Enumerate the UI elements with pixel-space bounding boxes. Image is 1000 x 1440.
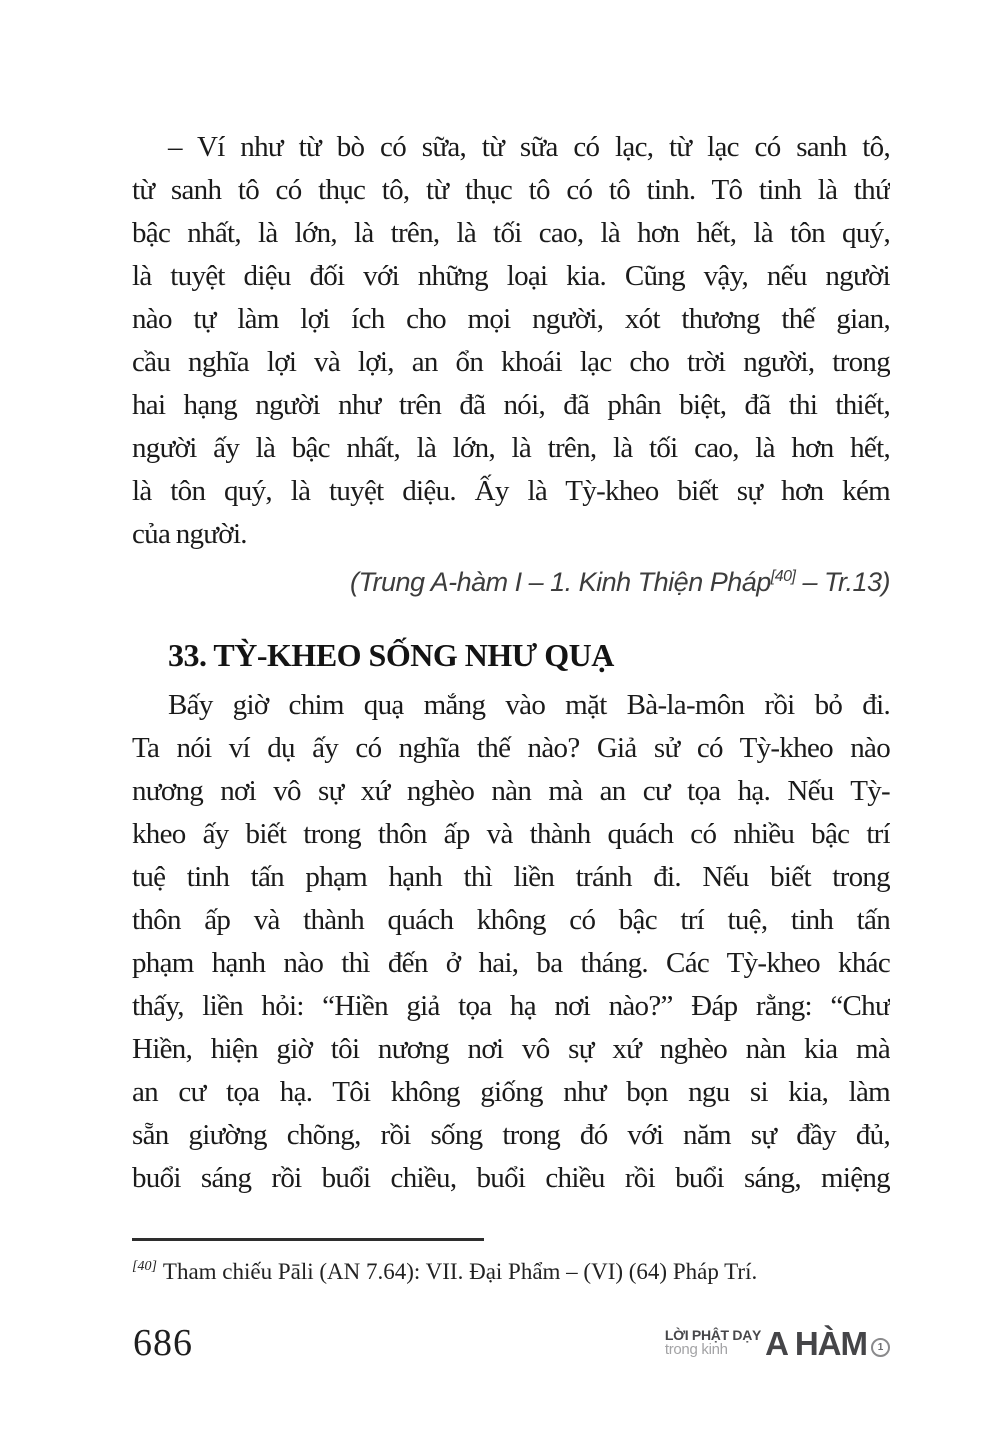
citation-text: (Trung A-hàm I – 1. Kinh Thiện Pháp: [350, 567, 771, 597]
paragraph-line: từ sanh tô có thục tô, từ thục tô có tô tinh. Tô tinh là thứ: [132, 174, 890, 206]
footnote-marker: [40]: [132, 1259, 157, 1275]
footnote-text: Tham chiếu Pāli (AN 7.64): VII. Đại Phẩm – (VI) (64) Pháp Trí.: [162, 1259, 758, 1284]
source-citation: [132, 561, 890, 604]
paragraph-line: kheo ấy biết trong thôn ấp và thành quách có nhiều bậc trí: [132, 818, 890, 850]
logo-series-subtitle: trong kinh: [664, 1341, 728, 1358]
footnote-divider: [132, 1238, 484, 1241]
paragraph-line: sẵn giường chõng, rồi sống trong đó với năm sự đầy đủ,: [132, 1119, 890, 1151]
paragraph-line: phạm hạnh nào thì đến ở hai, ba tháng. Các Tỳ-kheo khác: [132, 947, 890, 979]
paragraph-2: [132, 684, 890, 1200]
volume-number-badge: 1: [871, 1338, 890, 1357]
logo-series-stack: [665, 1328, 761, 1357]
paragraph-line: thấy, liền hỏi: “Hiền giả tọa hạ nơi nào?” Đáp rằng: “Chư: [132, 990, 890, 1022]
logo-book-title: A HÀM: [765, 1325, 867, 1362]
paragraph-line: an cư tọa hạ. Tôi không giống như bọn ngu si kia, làm: [132, 1076, 890, 1108]
paragraph-line: bậc nhất, là lớn, là trên, là tối cao, là hơn hết, là tôn quý,: [132, 217, 890, 249]
logo-series-title: LỜI PHẬT DẠY: [664, 1327, 762, 1343]
citation-text-end: – Tr.13): [795, 567, 890, 597]
paragraph-line: nào tự làm lợi ích cho mọi người, xót thương thế gian,: [132, 303, 890, 335]
section-heading: 33. TỲ-KHEO SỐNG NHƯ QUẠ: [168, 637, 614, 673]
paragraph-line: – Ví như từ bò có sữa, từ sữa có lạc, từ lạc có sanh tô,: [168, 131, 890, 163]
paragraph-line: người ấy là bậc nhất, là lớn, là trên, là tối cao, là hơn hết,: [132, 432, 890, 464]
paragraph-line: cầu nghĩa lợi và lợi, an ổn khoái lạc cho trời người, trong: [132, 346, 890, 378]
paragraph-line: nương nơi vô sự xứ nghèo nàn mà an cư tọa hạ. Nếu Tỳ-: [132, 775, 890, 807]
paragraph-1: [132, 126, 890, 556]
paragraph-line: Ta nói ví dụ ấy có nghĩa thế nào? Giả sử có Tỳ-kheo nào: [132, 732, 890, 764]
citation-footnote-ref: [40]: [770, 568, 796, 585]
paragraph-line: thôn ấp và thành quách không có bậc trí tuệ, tinh tấn: [132, 904, 890, 936]
paragraph-line: là tôn quý, là tuyệt diệu. Ấy là Tỳ-kheo biết sự hơn kém: [132, 475, 890, 507]
paragraph-line: tuệ tinh tấn phạm hạnh thì liền tránh đi. Nếu biết trong: [132, 861, 890, 893]
page-number: 686: [133, 1322, 193, 1364]
paragraph-line: là tuyệt diệu đối với những loại kia. Cũng vậy, nếu người: [132, 260, 890, 292]
publisher-logo: [664, 1325, 890, 1362]
paragraph-line: Hiền, hiện giờ tôi nương nơi vô sự xứ nghèo nàn kia mà: [132, 1033, 890, 1065]
paragraph-line: buổi sáng rồi buổi chiều, buổi chiều rồi buổi sáng, miệng: [132, 1162, 890, 1194]
paragraph-line: của người.: [132, 518, 247, 550]
footnote: [132, 1256, 890, 1288]
paragraph-line: hai hạng người như trên đã nói, đã phân biệt, đã thi thiết,: [132, 389, 890, 421]
paragraph-line: Bấy giờ chim quạ mắng vào mặt Bà-la-môn rồi bỏ đi.: [168, 689, 890, 721]
